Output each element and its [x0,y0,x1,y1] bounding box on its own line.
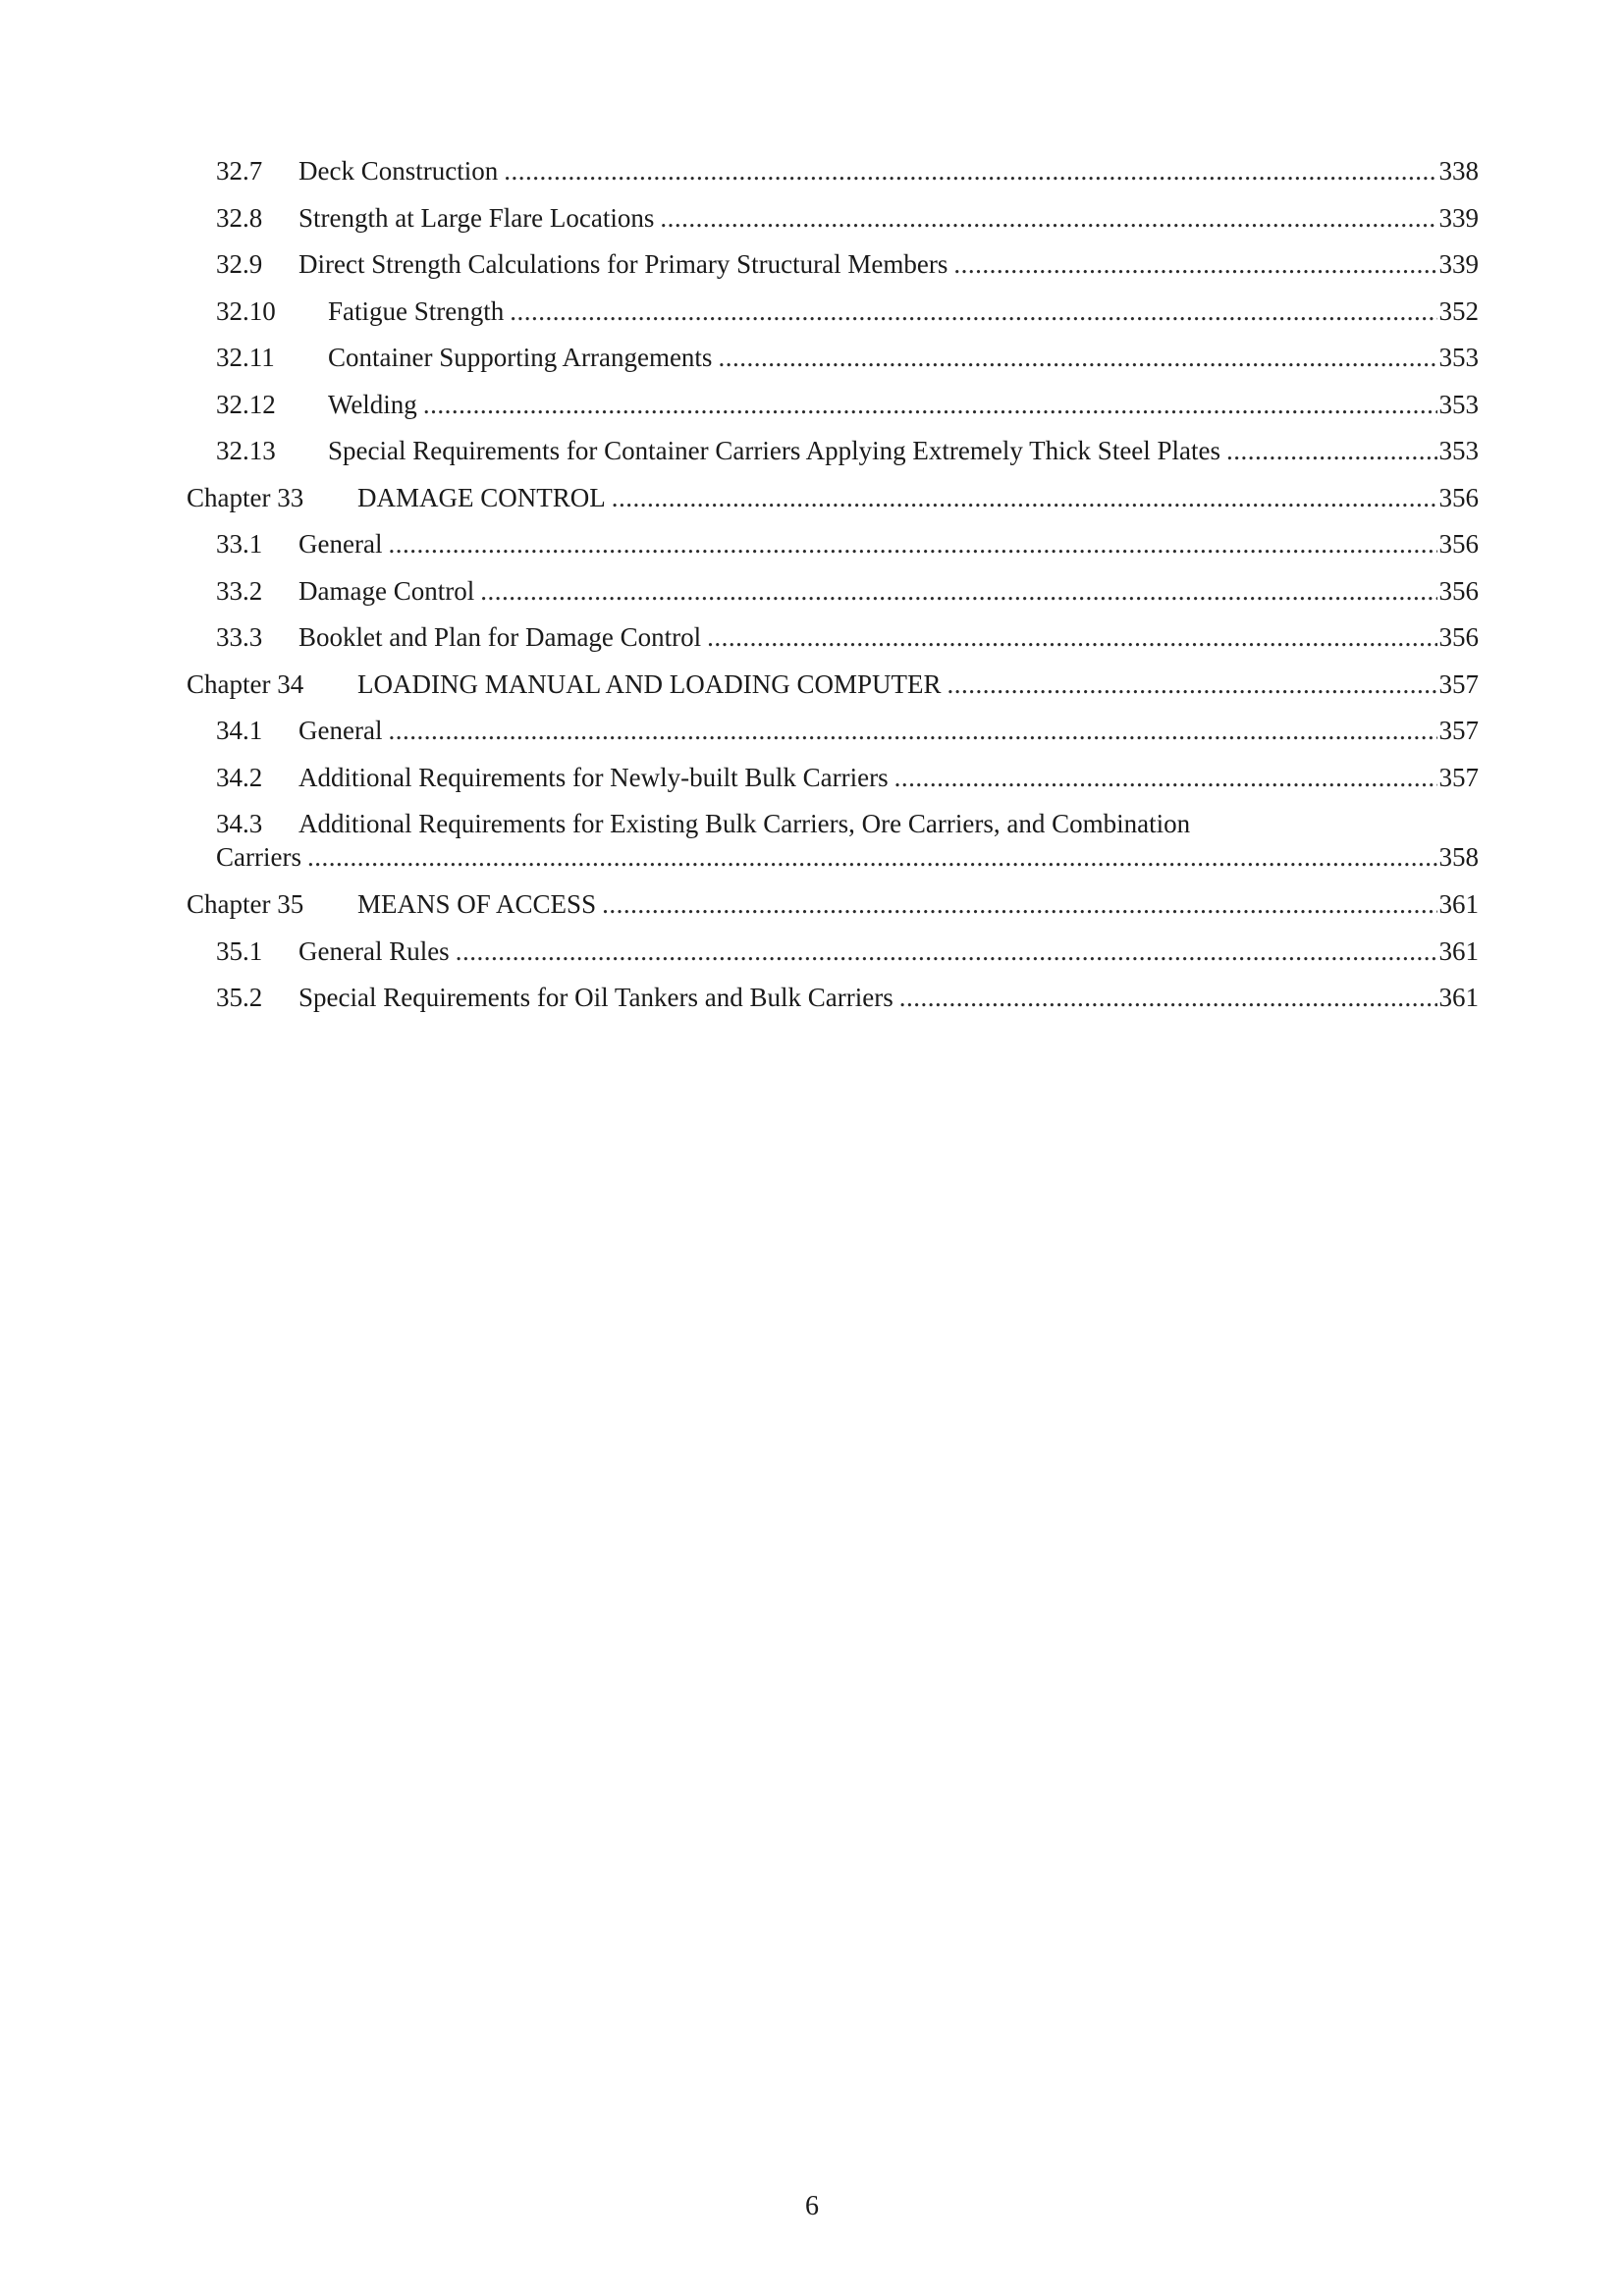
toc-entry-page: 357 [1438,668,1479,699]
toc-entry-number: 32.10 [216,295,276,326]
toc-chapter-number: Chapter 34 [187,668,304,699]
toc-entry-number: 34.2 [216,762,263,792]
toc-chapter-number: Chapter 33 [187,482,304,512]
toc-entry-number: 33.1 [216,529,263,559]
dot-leader [602,886,1436,922]
toc-entry-title: Damage Control [298,575,475,606]
toc-entry-number: 32.8 [216,202,263,233]
toc-entry-title: Welding [328,389,417,419]
toc-entry-title: Direct Strength Calculations for Primary Structural Members [298,249,948,279]
toc-entry-number: 33.3 [216,622,263,652]
dot-leader [894,760,1437,795]
toc-chapter-title: MEANS OF ACCESS [357,889,597,919]
toc-entry-page: 356 [1438,529,1479,559]
toc-entry-title: Special Requirements for Oil Tankers and Bulk Carriers [298,983,893,1012]
toc-entry-line-2 [216,839,1479,875]
toc-entry-page: 356 [1438,482,1479,512]
toc-chapter-34[interactable] [187,667,1479,714]
toc-entry-number: 32.9 [216,249,263,279]
dot-leader [707,619,1436,655]
toc-entry-32-13[interactable] [187,433,1479,480]
toc-entry-number: 35.1 [216,935,263,966]
dot-leader [947,667,1436,702]
toc-entry-page: 356 [1438,622,1479,652]
toc-entry-35-2[interactable] [187,980,1479,1027]
toc-entry-32-7[interactable] [187,153,1479,200]
toc-chapter-35[interactable] [187,886,1479,934]
toc-entry-line-1 [216,806,1479,839]
toc-entry-title: Booklet and Plan for Damage Control [298,622,702,652]
toc-entry-34-3[interactable] [187,806,1479,886]
toc-entry-title: Deck Construction [298,156,499,186]
dot-leader [307,839,1437,875]
toc-entry-page: 357 [1438,762,1479,792]
dot-leader [423,387,1437,422]
toc-entry-page: 361 [1438,889,1479,919]
toc-entry-page: 353 [1438,389,1479,419]
toc-entry-title: Special Requirements for Container Carriers Applying Extremely Thick Steel Plates [328,436,1221,465]
dot-leader [718,340,1436,375]
toc-entry-title: General Rules [298,935,450,966]
toc-entry-title: Container Supporting Arrangements [328,343,713,372]
toc-entry-title: Additional Requirements for Existing Bulk Carriers, Ore Carriers, and Combination [298,809,1191,838]
toc-entry-title-continued: Carriers [216,842,301,872]
toc-entry-page: 358 [1438,842,1479,872]
toc-entry-number: 35.2 [216,983,263,1012]
dot-leader [510,294,1436,329]
toc-entry-number: 32.13 [216,436,276,465]
toc-entry-number: 32.11 [216,343,275,372]
toc-entry-page: 339 [1438,249,1479,279]
toc-entry-35-1[interactable] [187,934,1479,981]
dot-leader [953,246,1436,282]
toc-entry-32-12[interactable] [187,387,1479,434]
dot-leader [504,153,1436,188]
toc-entry-page: 361 [1438,935,1479,966]
dot-leader [660,200,1436,236]
toc-entry-33-1[interactable] [187,526,1479,573]
table-of-contents [187,153,1479,1027]
toc-entry-title: General [298,716,383,745]
toc-entry-32-11[interactable] [187,340,1479,387]
toc-chapter-33[interactable] [187,480,1479,527]
toc-entry-33-3[interactable] [187,619,1479,667]
dot-leader [388,713,1436,748]
toc-entry-number: 33.2 [216,575,263,606]
dot-leader [1226,433,1436,468]
toc-entry-title: Additional Requirements for Newly-built Bulk Carriers [298,762,889,792]
toc-entry-32-10[interactable] [187,294,1479,341]
toc-entry-page: 353 [1438,343,1479,372]
toc-entry-title: Strength at Large Flare Locations [298,202,655,233]
toc-entry-title: Fatigue Strength [328,295,505,326]
toc-entry-page: 356 [1438,575,1479,606]
toc-entry-number: 34.3 [216,809,263,838]
toc-chapter-number: Chapter 35 [187,889,304,919]
toc-entry-number: 34.1 [216,716,263,745]
toc-chapter-title: LOADING MANUAL AND LOADING COMPUTER [357,668,942,699]
toc-entry-34-1[interactable] [187,713,1479,760]
toc-entry-32-8[interactable] [187,200,1479,247]
dot-leader [899,980,1437,1015]
toc-entry-page: 361 [1438,983,1479,1012]
toc-entry-page: 352 [1438,295,1479,326]
toc-entry-page: 338 [1438,156,1479,186]
toc-entry-number: 32.12 [216,389,276,419]
toc-entry-title: General [298,529,383,559]
dot-leader [388,526,1436,561]
dot-leader [480,573,1436,609]
dot-leader [456,934,1437,969]
toc-entry-page: 353 [1438,436,1479,465]
toc-entry-page: 357 [1438,716,1479,745]
toc-entry-number: 32.7 [216,156,263,186]
toc-entry-page: 339 [1438,202,1479,233]
toc-entry-34-2[interactable] [187,760,1479,807]
toc-entry-32-9[interactable] [187,246,1479,294]
toc-entry-33-2[interactable] [187,573,1479,620]
toc-chapter-title: DAMAGE CONTROL [357,482,606,512]
dot-leader [612,480,1437,515]
page-number: 6 [805,2191,819,2221]
